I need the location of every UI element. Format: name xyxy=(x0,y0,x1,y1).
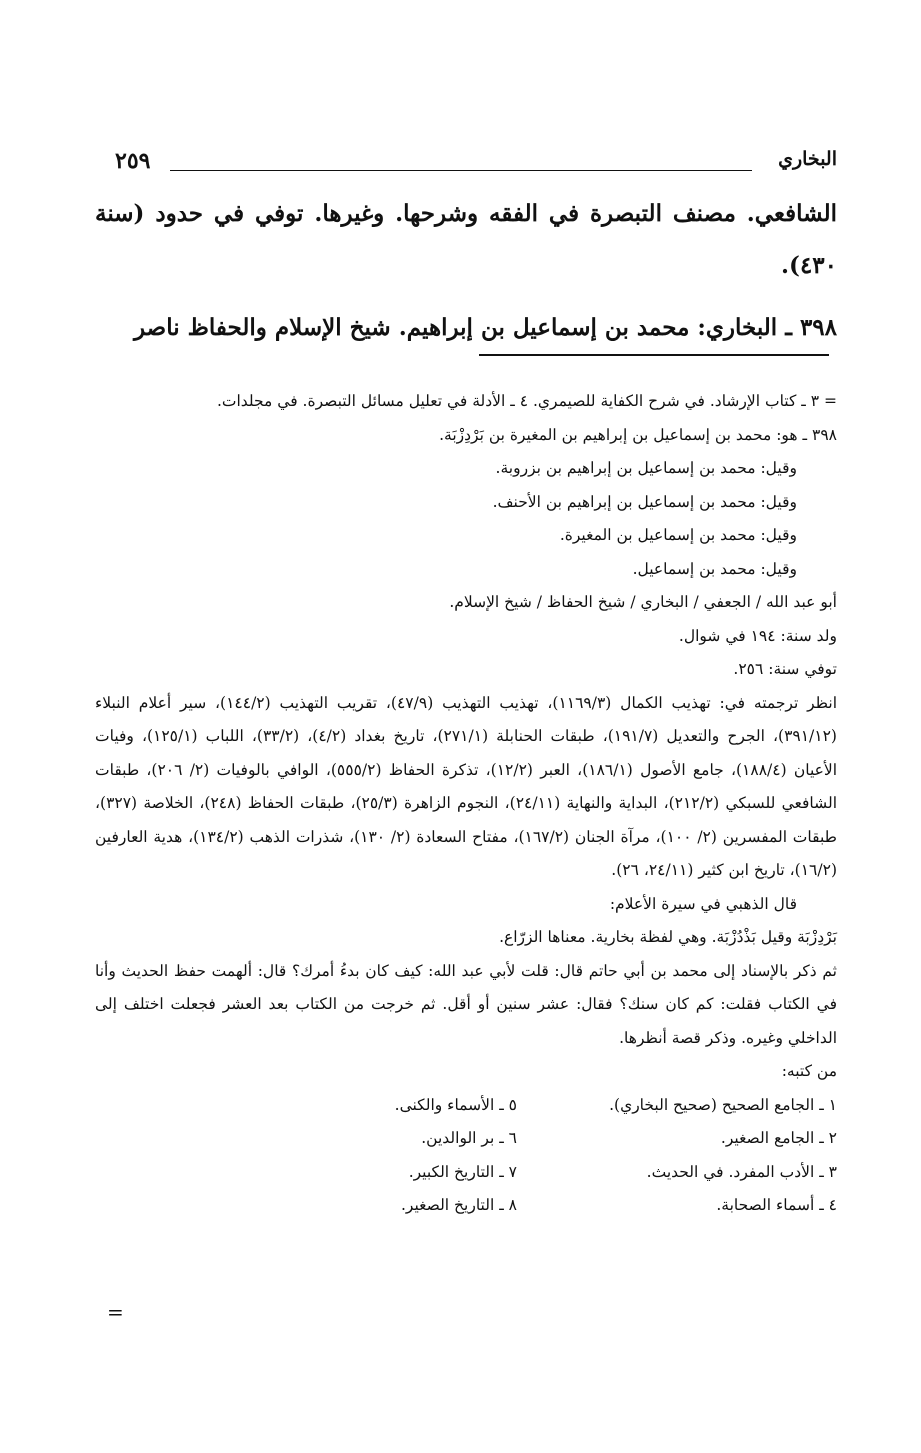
previous-footnote-continuation: = ٣ ـ كتاب الإرشاد. في شرح الكفاية للصيمري. ٤ ـ الأدلة في تعليل مسائل التبصرة. في مجلدات. xyxy=(216,392,837,410)
footnote-separator xyxy=(479,354,829,356)
dhahabi-quote: بَرْدِزْبَة وقيل بَذْدُزْبَة. وهي لفظة بخارية. معناها الزرّاع. xyxy=(499,928,837,946)
books-list xyxy=(95,1089,837,1223)
book-item: ٢ ـ الجامع الصغير. xyxy=(720,1129,837,1147)
alt-name: وقيل: محمد بن إسماعيل بن إبراهيم بن بزروبة. xyxy=(495,459,797,477)
alt-name: وقيل: محمد بن إسماعيل. xyxy=(632,559,797,578)
birth-line: ولد سنة: ١٩٤ في شوال. xyxy=(678,626,837,645)
book-item: ٨ ـ التاريخ الصغير. xyxy=(401,1196,517,1214)
abu-hatim-paragraph: ثم ذكر بالإسناد إلى محمد بن أبي حاتم قال: قلت لأبي عبد الله: كيف كان بدءُ أمرك؟ قال: ألهمت حفظ الحديث وأنا في الكتاب فقلت: كم كان سنك؟ فقال: عشر سنين أو أقل. ثم خرجت من الكتاب بعد العشر فجعلت اختلف إلى الداخلي وغيره. وذكر قصة أنظرها. xyxy=(95,961,837,1047)
book-item: ٧ ـ التاريخ الكبير. xyxy=(408,1162,517,1181)
page-header xyxy=(95,148,837,178)
kunya-line: أبو عبد الله / الجعفي / البخاري / شيخ الحفاظ / شيخ الإسلام. xyxy=(449,593,837,611)
page-number: ٢٥٩ xyxy=(115,148,151,174)
entry-398: ٣٩٨ ـ البخاري: محمد بن إسماعيل بن إبراهيم. شيخ الإسلام والحفاظ ناصر xyxy=(133,314,837,341)
running-title: البخاري xyxy=(778,148,837,170)
sources-paragraph: انظر ترجمته في: تهذيب الكمال (١١٦٩/٣)، تهذيب التهذيب (٤٧/٩)، تقريب التهذيب (١٤٤/٢)، سير أعلام النبلاء (٣٩١/١٢)، الجرح والتعديل (١٩١/٧)، طبقات الحنابلة (٢٧١/١)، تاريخ بغداد (٤/٢)، (٣٣/٢)، اللباب (١٢٥/١)، وفيات الأعيان (١٨٨/٤)، جامع الأصول (١٨٦/١)، العبر (١٢/٢)، تذكرة الحفاظ (٥٥٥/٢)، الوافي بالوفيات (٢/ ٢٠٦)، طبقات الشافعي للسبكي (٢١٢/٢)، البداية والنهاية (٢٤/١١)، النجوم الزاهرة (٢٥/٣)، طبقات الحفاظ (٢٤٨)، الخلاصة (٣٢٧)، طبقات المفسرين (٢/ ١٠٠)، مرآة الجنان (١٦٧/٢)، مفتاح السعادة (٢/ ١٣٠)، شذرات الذهب (١٣٤/٢)، هدية العارفين (١٦/٢)، تاريخ ابن كثير (٢٤/١١، ٢٦). xyxy=(95,693,838,879)
dhahabi-intro: قال الذهبي في سيرة الأعلام: xyxy=(609,894,797,913)
continuation-paragraph: الشافعي. مصنف التبصرة في الفقه وشرحها. وغيرها. توفي في حدود (سنة ٤٣٠). xyxy=(95,200,837,279)
book-page xyxy=(95,140,837,1340)
header-rule xyxy=(170,170,752,171)
death-line: توفي سنة: ٢٥٦. xyxy=(733,660,837,678)
alt-name: وقيل: محمد بن إسماعيل بن المغيرة. xyxy=(559,526,797,544)
alt-name: وقيل: محمد بن إسماعيل بن إبراهيم بن الأحنف. xyxy=(492,492,797,511)
book-item: ٦ ـ بر الوالدين. xyxy=(421,1129,517,1147)
books-intro: من كتبه: xyxy=(781,1062,837,1080)
book-item: ٥ ـ الأسماء والكنى. xyxy=(394,1095,517,1114)
continues-mark: = xyxy=(107,1300,124,1324)
book-item: ١ ـ الجامع الصحيح (صحيح البخاري). xyxy=(609,1095,837,1114)
book-item: ٣ ـ الأدب المفرد. في الحديث. xyxy=(646,1162,837,1181)
main-text xyxy=(95,188,837,354)
footnotes xyxy=(95,385,837,1223)
book-item: ٤ ـ أسماء الصحابة. xyxy=(716,1196,837,1214)
footnote-398-head: ٣٩٨ ـ هو: محمد بن إسماعيل بن إبراهيم بن المغيرة بن بَرْدِزْبَة. xyxy=(439,425,837,444)
